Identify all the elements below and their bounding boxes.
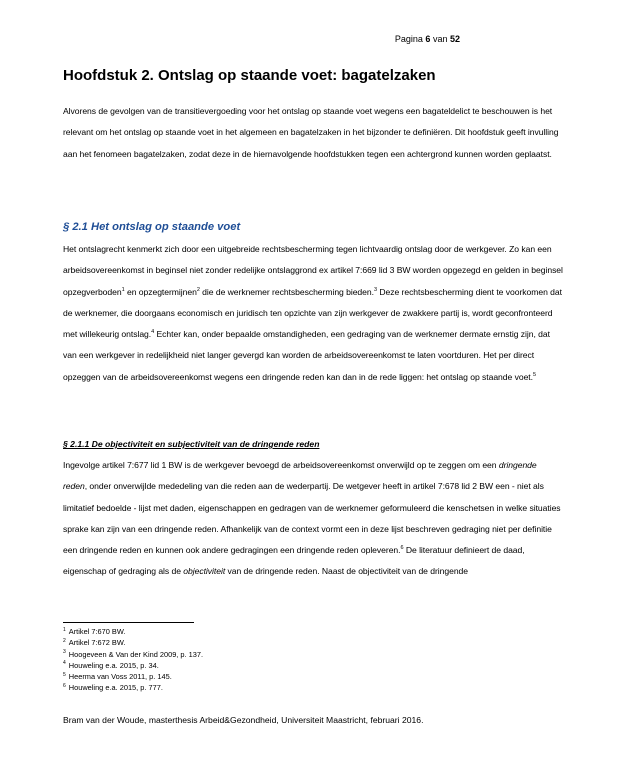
footnote-text: Artikel 7:670 BW.: [68, 627, 126, 636]
footnotes-list: [63, 626, 203, 694]
footnote: [63, 637, 203, 648]
footnote: [63, 671, 203, 682]
footnote-text: Hoogeveen & Van der Kind 2009, p. 137.: [68, 649, 204, 659]
footnote-ref: 3: [373, 286, 377, 293]
page-current: 6: [425, 34, 431, 44]
footnote-number: 1: [63, 626, 66, 633]
footnote: [63, 660, 203, 671]
page-number: [395, 33, 460, 45]
footnote-ref: 5: [532, 371, 536, 378]
footnote-ref: 2: [196, 286, 200, 293]
text-run: van de dringende reden. Naast de objectiviteit van de dringende: [225, 566, 469, 577]
footnote-number: 2: [63, 637, 66, 644]
subsection-title: § 2.1.1 De objectiviteit en subjectiviteit van de dringende reden: [63, 439, 320, 449]
footnote-number: 3: [63, 649, 66, 656]
footnote-text: Heerma van Voss 2011, p. 145.: [68, 672, 172, 682]
page-label: Pagina: [394, 34, 423, 44]
footnote-text: Houweling e.a. 2015, p. 34.: [68, 660, 159, 670]
section-paragraph: [63, 239, 563, 388]
footnote-ref: 1: [121, 286, 125, 293]
section-title: § 2.1 Het ontslag op staande voet: [63, 221, 241, 233]
text-run: die de werknemer rechtsbescherming bieden.: [199, 286, 374, 297]
footnote-text: Houweling e.a. 2015, p. 777.: [68, 683, 163, 693]
footnote-number: 4: [63, 660, 66, 667]
footnote-ref: 4: [151, 329, 155, 336]
footnote-text: Artikel 7:672 BW.: [68, 638, 126, 648]
emphasis: objectiviteit: [183, 566, 226, 577]
intro-paragraph: Alvorens de gevolgen van de transitievergoeding voor het ontslag op staande voet wegens een bagateldelict te beschouwen is het relevant om het ontslag op staande voet in het algemeen en bagatelzaken in het bijzonder te definiëren. Dit hoofdstuk geeft invulling aan het fenomeen bagatelzaken, zodat deze in de hiernavolgende hoofdstukken tegen een achtergrond kunnen worden geplaatst.: [63, 106, 559, 159]
footnote-divider: [63, 622, 194, 623]
text-run: en opzegtermijnen: [124, 286, 197, 297]
footnote: [63, 649, 203, 660]
emphasis: dringende reden: [63, 460, 537, 492]
text-run: Deze rechtsbescherming dient te voorkomen dat de werknemer, die doorgaans economisch en juridisch ten opzichte van zijn werkgever de zwakkere partij is, wordt geconfronteerd met willekeurig ontslag.: [63, 286, 562, 340]
subsection-paragraph: [63, 455, 563, 583]
text-run: Het ontslagrecht kenmerkt zich door een uitgebreide rechtsbescherming tegen lichtvaardig ontslag door de werkgever. Zo kan een arbeidsovereenkomst in beginsel niet zonder redelijke ontslaggrond ex artikel 7:669 lid 3 BW worden opgezegd en gelden in beginsel opzegverboden: [63, 244, 563, 297]
page-footer: Bram van der Woude, masterthesis Arbeid&Gezondheid, Universiteit Maastricht, februari 2016.: [63, 715, 424, 725]
footnote-ref: 6: [400, 545, 404, 552]
text-run: Echter kan, onder bepaalde omstandigheden, een gedraging van de werknemer dermate ernstig zijn, dat van een werkgever in redelijkheid niet langer gevergd kan worden de arbeidsovereenkomst te laten voortduren. Het per direct opzeggen van de arbeidsovereenkomst wegens een dringende reden kan dan in de rede liggen: het ontslag op staande voet.: [63, 329, 550, 382]
footnote-number: 5: [63, 671, 66, 678]
footnote-number: 6: [63, 683, 66, 690]
text-run: , onder onverwijlde mededeling van die reden aan de wederpartij. De wetgever heeft in artikel 7:678 lid 2 BW een - niet als limitatief bedoelde - lijst met daden, eigenschappen en gedragen van de werknemer geformuleerd die kenschetsen in welke situaties sprake kan zijn van een dringende reden. Afhankelijk van de context vormt een in deze lijst beschreven gedraging niet per definitie een dringende reden en kunnen ook andere gedragingen een dringende reden opleveren.: [63, 481, 561, 556]
chapter-title: Hoofdstuk 2. Ontslag op staande voet: bagatelzaken: [63, 67, 436, 84]
footnote: [63, 682, 203, 693]
page-total: 52: [449, 34, 460, 44]
text-run: De literatuur definieert de daad, eigenschap of gedraging als de: [63, 545, 525, 577]
text-run: Ingevolge artikel 7:677 lid 1 BW is de werkgever bevoegd de arbeidsovereenkomst onverwijld op te zeggen om een: [63, 460, 499, 470]
footnote: [63, 626, 203, 637]
page-of: van: [432, 34, 448, 44]
